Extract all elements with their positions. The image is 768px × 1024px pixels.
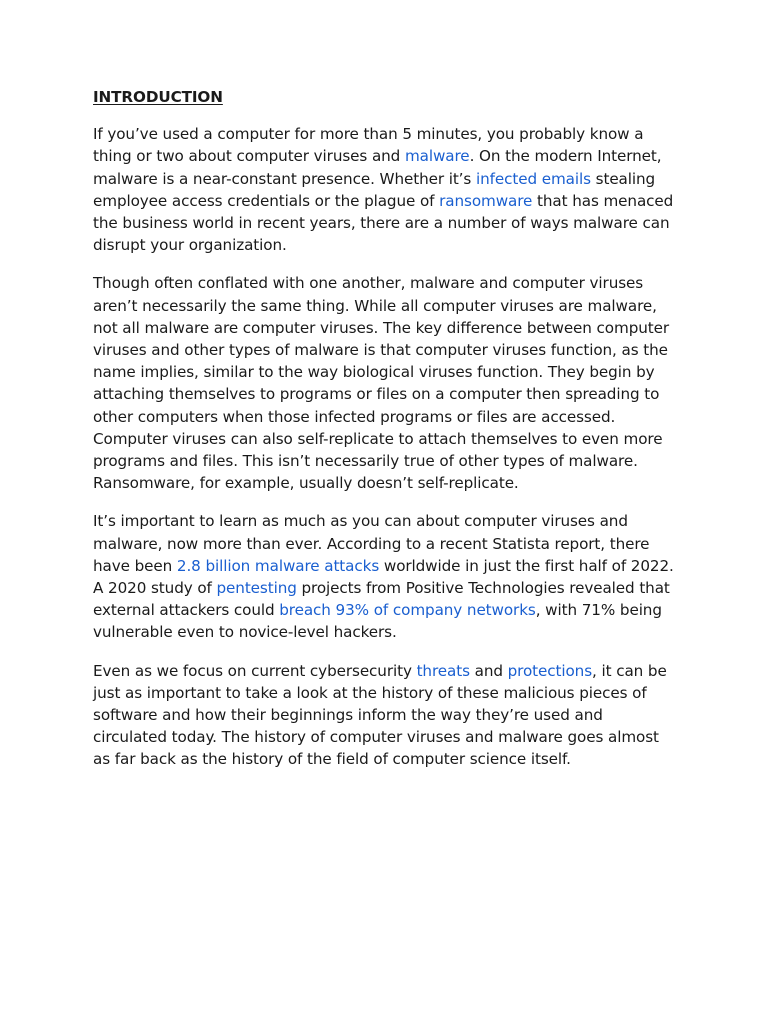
link-malware-attacks[interactable]: 2.8 billion malware attacks <box>176 556 380 575</box>
link-protections[interactable]: protections <box>507 661 593 680</box>
text-segment: It’s important to learn as much as you can about computer viruses and malware, now more than ever. According to a recent Statista report, there have been <box>93 512 650 575</box>
text-segment: and <box>469 661 508 680</box>
text-segment: projects from Positive Technologies revealed that external attackers could <box>93 579 670 620</box>
link-pentesting[interactable]: pentesting <box>216 579 297 598</box>
paragraph <box>93 123 677 256</box>
text-segment: Though often conflated with one another, malware and computer viruses aren’t necessarily the same thing. While all computer viruses are malware, not all malware are computer viruses. The key difference between computer viruses and other types of malware is that computer viruses function, as the name implies, similar to the way biological viruses function. They begin by attaching themselves to programs or files on a computer then spreading to other computers when those infected programs or files are accessed. Computer viruses can also self-replicate to attach themselves to even more programs and files. This isn’t necessarily true of other types of malware. Ransomware, for example, usually doesn’t self-replicate. <box>93 274 670 493</box>
link-threats[interactable]: threats <box>416 661 470 680</box>
text-segment: that has menaced the business world in recent years, there are a number of ways malware can disrupt your organization. <box>93 191 674 255</box>
section-heading: INTRODUCTION <box>93 88 223 106</box>
text-segment: stealing employee access credentials or the plague of <box>93 169 656 210</box>
text-segment: If you’ve used a computer for more than 5 minutes, you probably know a thing or two about computer viruses and <box>93 125 644 166</box>
text-segment: Even as we focus on current cybersecurity <box>93 661 417 680</box>
link-ransomware[interactable]: ransomware <box>439 191 533 210</box>
document-body <box>93 86 677 787</box>
text-segment: , with 71% being vulnerable even to novice-level hackers. <box>93 601 662 642</box>
link-breach-networks[interactable]: breach 93% of company networks <box>279 601 536 620</box>
paragraph <box>93 510 677 643</box>
text-segment: , it can be just as important to take a look at the history of these malicious pieces of software and how their beginnings inform the way they’re used and circulated today. The history of computer viruses and malware goes almost as far back as the history of the field of computer science itself. <box>93 661 667 769</box>
paragraph <box>93 660 677 771</box>
link-infected-emails[interactable]: infected emails <box>475 169 591 188</box>
text-segment: worldwide in just the first half of 2022. A 2020 study of <box>93 556 674 598</box>
text-segment: . On the modern Internet, malware is a near-constant presence. Whether it’s <box>93 147 662 188</box>
link-malware[interactable]: malware <box>404 147 470 166</box>
paragraph <box>93 272 677 494</box>
